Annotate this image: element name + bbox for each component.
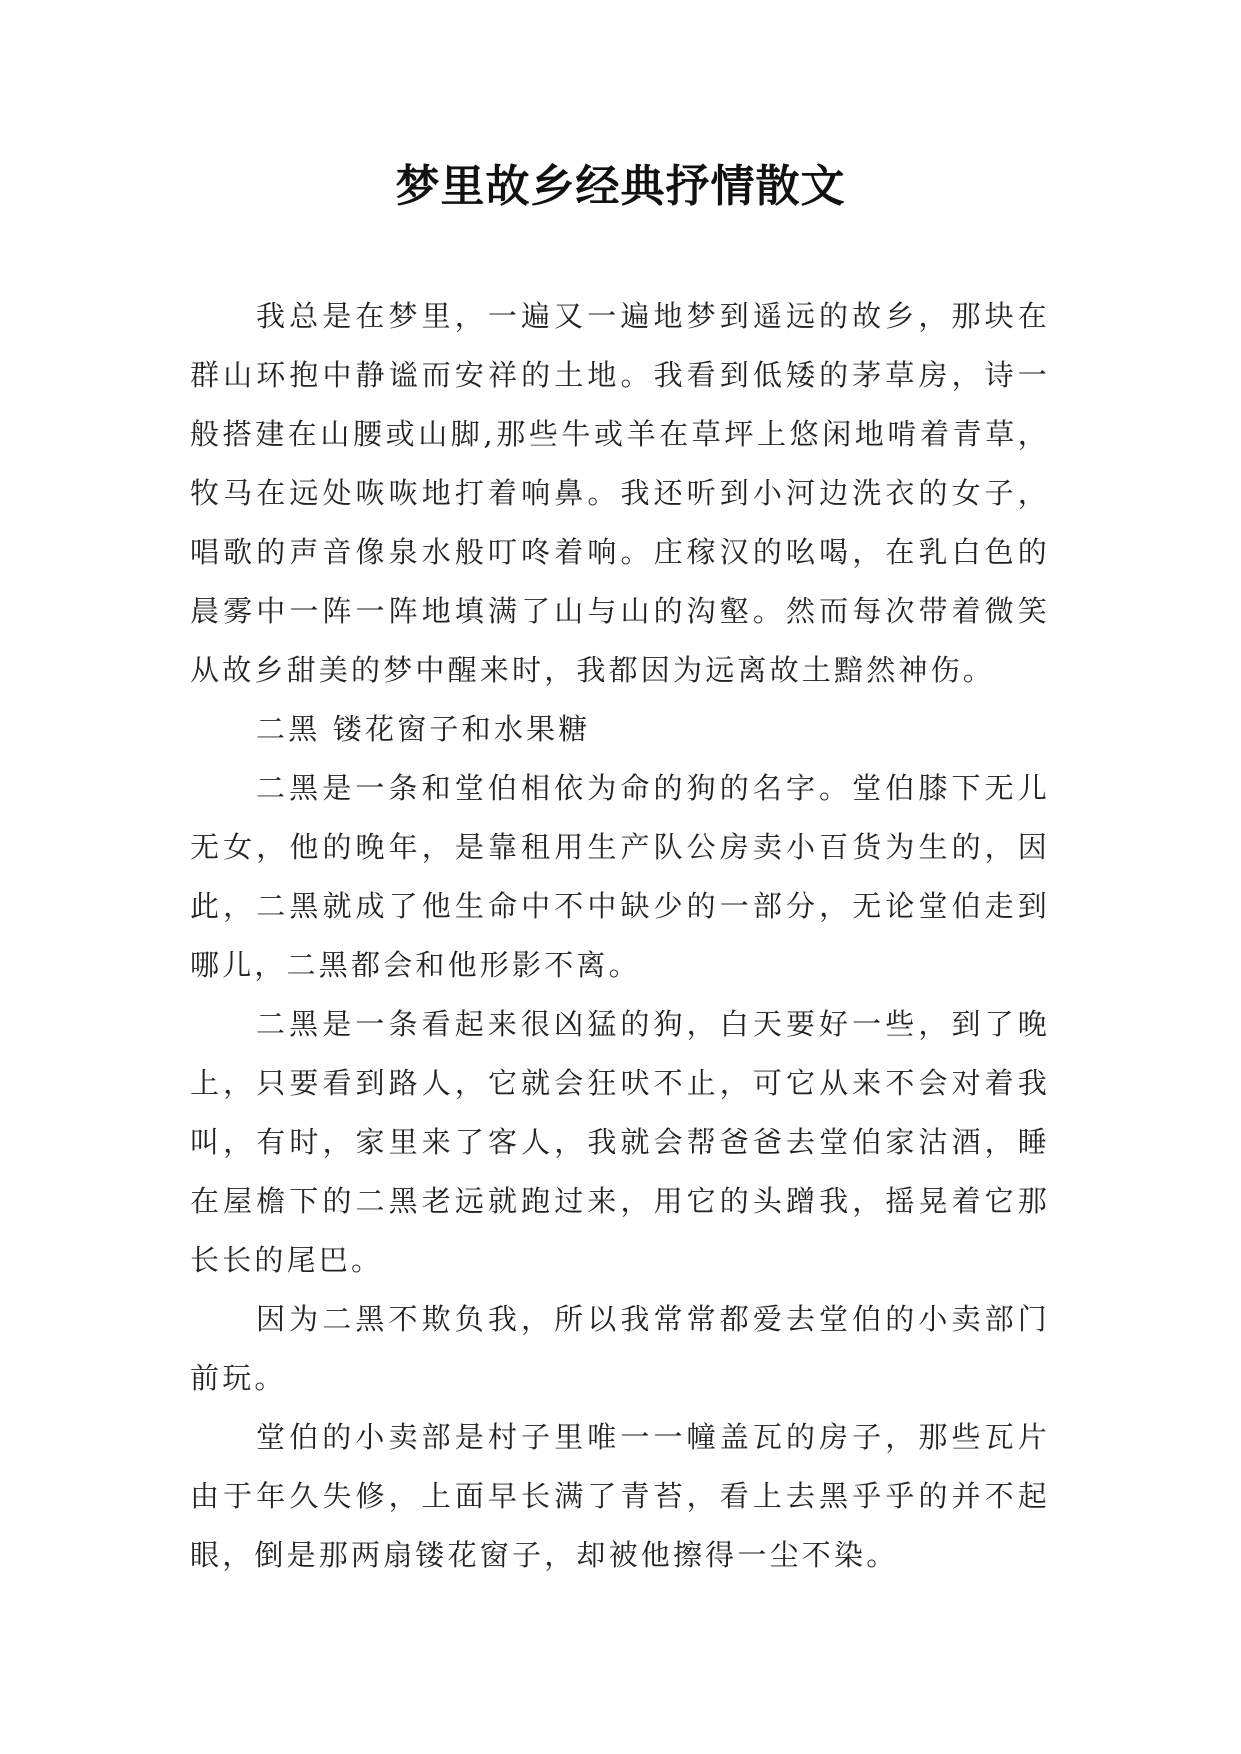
paragraph-erhei-fierce: 二黑是一条看起来很凶猛的狗，白天要好一些，到了晚上，只要看到路人，它就会狂吠不止，可它从来不会对着我叫，有时，家里来了客人，我就会帮爸爸去堂伯家沽酒，睡在屋檐下的二黑老远就跑过来，用它的头蹭我，摇晃着它那长长的尾巴。 xyxy=(190,1007,1050,1277)
section-heading: 二黑 镂花窗子和水果糖 xyxy=(256,712,591,746)
paragraph-intro: 我总是在梦里，一遍又一遍地梦到遥远的故乡，那块在群山环抱中静谧而安祥的土地。我看到低矮的茅草房，诗一般搭建在山腰或山脚,那些牛或羊在草坪上悠闲地啃着青草，牧马在远处咴咴地打着响鼻。我还听到小河边洗衣的女子，唱歌的声音像泉水般叮咚着响。庄稼汉的吆喝，在乳白色的晨雾中一阵一阵地填满了山与山的沟壑。然而每次带着微笑从故乡甜美的梦中醒来时，我都因为远离故土黯然神伤。 xyxy=(190,299,1050,687)
paragraph-erhei-intro: 二黑是一条和堂伯相依为命的狗的名字。堂伯膝下无儿无女，他的晚年，是靠租用生产队公房卖小百货为生的，因此，二黑就成了他生命中不中缺少的一部分，无论堂伯走到哪儿，二黑都会和他形影不离。 xyxy=(190,771,1050,982)
paragraph-shop-house: 堂伯的小卖部是村子里唯一一幢盖瓦的房子，那些瓦片由于年久失修，上面早长满了青苔，看上去黑乎乎的并不起眼，倒是那两扇镂花窗子，却被他擦得一尘不染。 xyxy=(190,1420,1050,1572)
document-body xyxy=(190,287,1050,1585)
paragraph-shop-play: 因为二黑不欺负我，所以我常常都爱去堂伯的小卖部门前玩。 xyxy=(190,1302,1050,1395)
document-title: 梦里故乡经典抒情散文 xyxy=(395,161,846,212)
